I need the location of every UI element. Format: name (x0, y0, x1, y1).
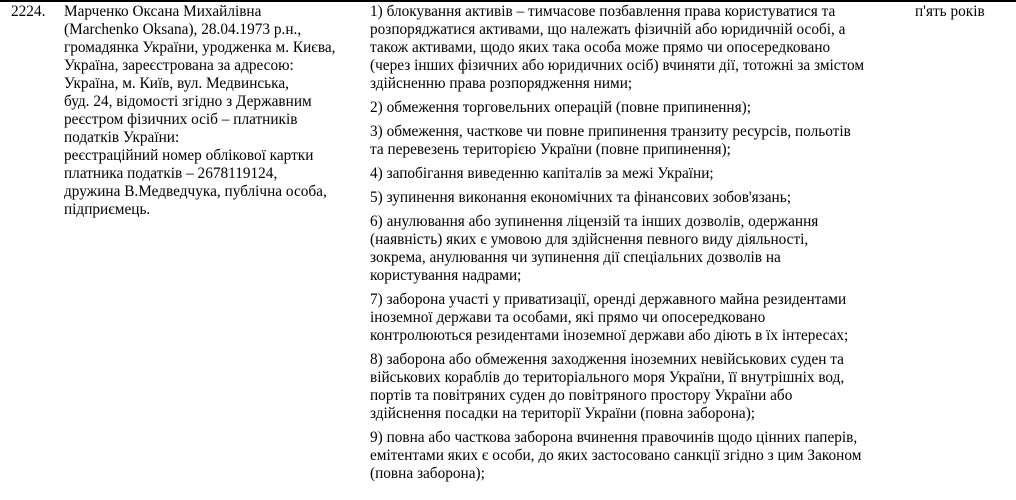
person-line: громадянка України, уродженка м. Києва, (64, 39, 336, 56)
person-line: податків України: (64, 129, 180, 146)
sanction-term: п'ять років (915, 3, 985, 20)
person-description (64, 3, 364, 219)
person-line: Україна, м. Київ, вул. Медвинська, (64, 75, 289, 92)
person-line: Україна, зареєстрована за адресою: (64, 57, 294, 74)
sanction-item-4 (370, 165, 900, 183)
sanction-line: (повна заборона); (370, 465, 485, 482)
sanction-line: 7) заборона участі у приватизації, оренді державного майна резидентами (370, 291, 847, 308)
sanction-line: також активами, щодо яких така особа може прямо чи опосередковано (370, 39, 831, 56)
sanction-line: 2) обмеження торговельних операцій (повне припинення); (370, 99, 751, 116)
sanction-line: (через інших фізичних або юридичних осіб) вчиняти дії, тотожні за змістом (370, 57, 865, 74)
person-line: реєстраційний номер облікової картки (64, 147, 314, 164)
person-line: реєстром фізичних осіб – платників (64, 111, 298, 128)
sanction-line: 3) обмеження, часткове чи повне припинення транзиту ресурсів, польотів (370, 123, 851, 140)
row-number: 2224. (11, 3, 46, 20)
sanction-line: користування надрами; (370, 267, 522, 284)
sanction-line: зокрема, анулювання чи зупинення дії спеціальних дозволів на (370, 249, 781, 266)
sanction-line: контролюються резидентами іноземної держави або діють в їх інтересах; (370, 327, 849, 344)
sanction-line: та перевезень територією України (повне припинення); (370, 141, 731, 158)
sanctions-list (370, 3, 900, 489)
sanction-line: здійсненню права розпорядження ними; (370, 75, 633, 92)
table-top-border (0, 0, 1016, 2)
sanction-item-2 (370, 99, 900, 117)
sanction-line: 9) повна або часткова заборона вчинення правочинів щодо цінних паперів, (370, 429, 858, 446)
person-line: платника податків – 2678119124, (64, 165, 278, 182)
sanction-line: 6) анулювання або зупинення ліцензій та інших дозволів, одержання (370, 213, 819, 230)
sanction-item-1 (370, 3, 900, 93)
sanction-line: 1) блокування активів – тимчасове позбавлення права користуватися та (370, 3, 836, 20)
sanction-line: портів та повітряних суден до повітряного простору України або (370, 387, 793, 404)
sanction-line: 8) заборона або обмеження заходження іноземних невійськових суден та (370, 351, 844, 368)
sanction-line: військових кораблів до територіального моря України, її внутрішніх вод, (370, 369, 845, 386)
sanction-line: 5) зупинення виконання економічних та фінансових зобов'язань; (370, 189, 791, 206)
sanction-line: розпоряджатися активами, що належать фізичній або юридичній особі, а (370, 21, 846, 38)
person-line: буд. 24, відомості згідно з Державним (64, 93, 312, 110)
sanction-line: емітентами яких є особи, до яких застосовано санкції згідно з цим Законом (370, 447, 862, 464)
sanction-line: 4) запобігання виведенню капіталів за межі України; (370, 165, 714, 182)
sanction-item-7 (370, 291, 900, 345)
sanction-item-5 (370, 189, 900, 207)
sanction-line: здійснення посадки на території України (повна заборона); (370, 405, 756, 422)
sanction-item-3 (370, 123, 900, 159)
sanction-item-8 (370, 351, 900, 423)
sanction-line: (наявність) яких є умовою для здійснення певного виду діяльності, (370, 231, 809, 248)
sanction-line: іноземної держави та особами, які прямо чи опосередковано (370, 309, 766, 326)
person-line: Марченко Оксана Михайлівна (64, 3, 262, 20)
person-line: (Marchenko Oksana), 28.04.1973 р.н., (64, 21, 302, 38)
person-line: підприємець. (64, 201, 151, 218)
person-line: дружина В.Медведчука, публічна особа, (64, 183, 327, 200)
sanction-item-6 (370, 213, 900, 285)
sanction-item-9 (370, 429, 900, 483)
